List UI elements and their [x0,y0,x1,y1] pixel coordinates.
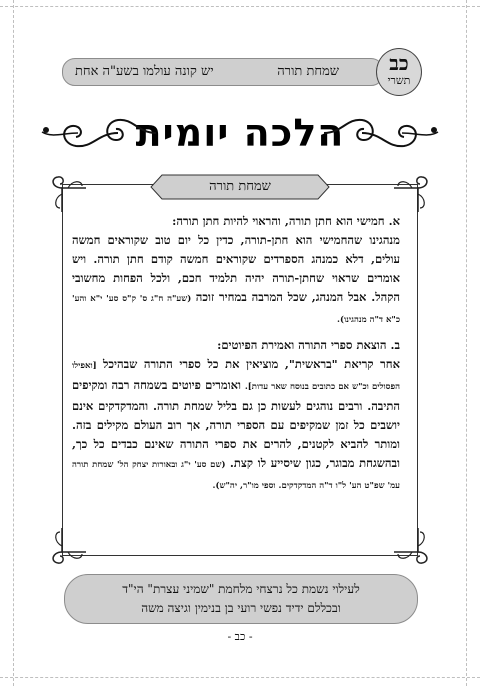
dedication-line: לעילוי נשמת כל נרצחי מלחמת "שמיני עצרת" הי"ד [122,582,360,596]
article-body [72,212,400,496]
left-flourish-icon [38,108,158,158]
header-motto: יש קונה עולמו בשע"ה אחת [75,64,214,79]
section-paragraph [72,355,400,496]
page-header [40,48,422,94]
crop-mark-right [466,0,467,686]
right-flourish-icon [322,108,442,158]
header-topic: שמחת תורה [277,64,339,79]
crop-mark-top [0,6,480,7]
section-heading: ב. הוצאת ספרי התורה ואמירת הפיוטים: [217,338,400,352]
date-badge [376,48,422,96]
corner-ornament-icon [386,174,432,214]
header-bar [62,58,384,86]
date-badge-month: תשרי [387,74,411,87]
page-title: הלכה יומית [135,111,345,155]
section-text: ואומרים פיוטים בשמחה רבה ומקיפים התיבה. ורבים נוהגים לעשות כן גם בליל שמחת תורה. והמדקדקים אינם יושבים כל זמן שמקיפים עם הספרי תורה, אך רוב העולם מקילים בזה. ומותר להביא לקטנים, להרים את ספרי התורה שאינם כבדים כל כך, ובהשגחת מבוגר, כגון שיסייע לו קצת. [72,378,401,470]
section-tab-label: שמחת תורה [209,179,271,194]
source-citation: (שע"ה ח"ג ס' ק"ס סע' י"א והע' כ"א ד"ה מנהגינו). [72,294,400,325]
crop-mark-bottom [0,677,480,678]
corner-ornament-icon [48,174,94,214]
source-citation: (שם סע' י"ג ובאורות יצחק הל' שמחת תורה עמ' שפ"ט הע' ל"ו ד"ה המדקדקים. וספי מו"ר, יה"ש). [72,460,400,491]
dedication-line: ובכללם ידיד נפשי רועי בן בנימין וגיצה משה [141,601,341,615]
title-block [40,104,440,162]
section-tab [150,174,330,200]
page-number: - כב - [227,630,253,643]
section-paragraph [72,231,400,330]
inline-note: [ואפילו הפסולים וכ"ש אם כתובים בנוסח שאר עדות]. [72,361,400,392]
corner-ornament-icon [386,526,432,566]
dedication-banner [64,574,418,624]
corner-ornament-icon [48,526,94,566]
section-heading: א. חמישי הוא חתן תורה, והראוי להיות חתן תורה: [172,214,400,228]
section-text: מנהגינו שהחמישי הוא חתן-תורה, כדין כל יום טוב שקוראים חמשה עולים, דלא כמנהג הספרדים שקוראים חמשה קודם חתן תורה. ויש אומרים שראוי שחתן-תורה יהיה תלמיד חכם, ולכל הפחות מחשובי הקהל. אבל המנהג, שכל המרבה במחיר זוכה [72,233,401,304]
date-badge-day: כב [389,51,409,75]
crop-mark-left [13,0,14,686]
section-text: אחר קריאת "בראשית", מוציאין את כל ספרי התורה שבהיכל [102,357,400,371]
